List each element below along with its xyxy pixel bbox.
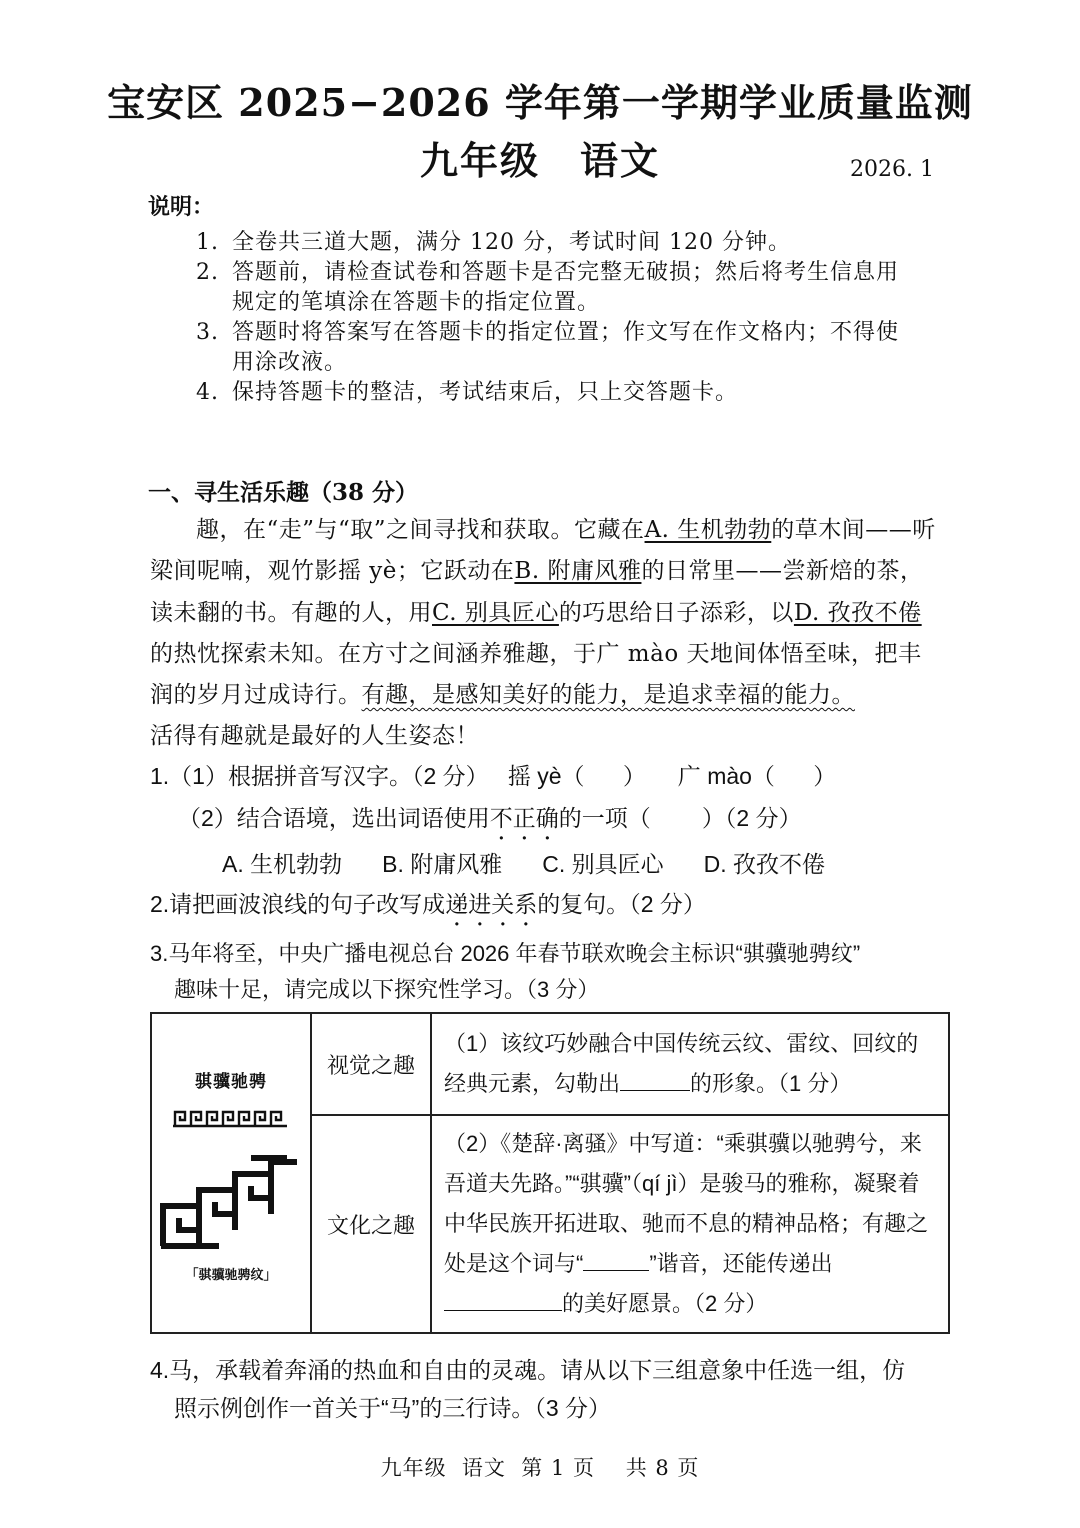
logo-cell	[151, 1013, 311, 1333]
page-footer: 九年级 语文 第 1 页 共 8 页	[380, 1456, 700, 1480]
note-item: 2. 答题前，请检查试卷和答题卡是否完整无破损；然后将考生信息用 规定的笔填涂在答题卡的指定位置。	[196, 260, 900, 315]
choice-b: B. 附庸风雅	[382, 851, 503, 877]
option-b-underlined: B. 附庸风雅	[514, 558, 642, 585]
choice-d: D. 孜孜不倦	[703, 851, 826, 877]
exam-title: 宝安区 2025−2026 学年第一学期学业质量监测	[107, 80, 973, 125]
row-text-culture: （2）《楚辞·离骚》中写道：“乘骐骥以驰骋兮，来吾道夫先路。”“骐骥”（qí jì）是骏马的雅称，凝聚着中华民族开拓进取、驰而不息的精神品格；有趣之处是这个词与“ ”谐音，还能传递出的美好愿景。（2 分）	[431, 1115, 949, 1333]
note-item: 4. 保持答题卡的整洁，考试结束后，只上交答题卡。	[196, 380, 739, 405]
question-3-line1: 3.马年将至，中央广播电视总台 2026 年春节联欢晚会主标识“骐骥驰骋纹”	[150, 941, 861, 966]
horse-pattern-icon	[159, 1154, 303, 1250]
wavy-sentence: 有趣，是感知美好的能力，是追求幸福的能力。	[361, 682, 855, 709]
section-title: 一、寻生活乐趣（38 分）	[148, 479, 419, 506]
option-a-underlined: A. 生机勃勃	[644, 517, 772, 543]
row-text-visual: （1）该纹巧妙融合中国传统云纹、雷纹、回纹的经典元素，勾勒出 的形象。（1 分）	[431, 1013, 949, 1115]
logo-title: 骐骥驰骋	[195, 1072, 267, 1091]
question-2: 2.请把画波浪线的句子改写成递进关系的复句。（2 分）	[150, 891, 706, 917]
logo-caption: 「骐骥驰骋纹」	[185, 1267, 277, 1282]
exam-date: 2026. 1	[850, 157, 934, 182]
question-4-line1: 4.马，承载着奔涌的热血和自由的灵魂。请从以下三组意象中任选一组，仿	[150, 1357, 906, 1383]
answer-blank[interactable]	[444, 1288, 562, 1311]
subject-label: 语文	[580, 138, 661, 183]
answer-blank[interactable]	[620, 1068, 690, 1091]
qiji-table	[150, 1012, 950, 1334]
option-c-underlined: C. 别具匠心	[432, 599, 559, 626]
row-label-visual: 视觉之趣	[311, 1013, 431, 1115]
row-label-culture: 文化之趣	[311, 1115, 431, 1333]
reading-passage: 趣，在“走”与“取”之间寻找和获取。它藏在A. 生机勃勃的草木间——听梁间呢喃，观竹影摇 yè；它跃动在B. 附庸风雅的日常里——尝新焙的茶，读未翻的书。有趣的人，用C. 别具匠心的巧思给日子添彩，以D. 孜孜不倦的热忱探索未知。在方寸之间涵养雅趣，于广 mào 天地间体悟至味，把丰润的岁月过成诗行。有趣，是感知美好的能力，是追求幸福的能力。 活得有趣就是最好的人生姿态！	[150, 517, 936, 750]
answer-blank[interactable]	[583, 1248, 649, 1271]
grade-label: 九年级	[419, 138, 540, 183]
choice-c: C. 别具匠心	[542, 851, 664, 877]
notes-label: 说明：	[148, 194, 215, 220]
question-3-line2: 趣味十足，请完成以下探究性学习。（3 分）	[174, 977, 600, 1002]
question-4-line2: 照示例创作一首关于“马”的三行诗。（3 分）	[174, 1395, 611, 1421]
question-1-1: 1.（1）根据拼音写汉字。（2 分） 摇 yè（ ） 广 mào（ ）	[150, 763, 837, 789]
question-1-options	[222, 846, 865, 879]
note-item: 1. 全卷共三道大题，满分 120 分，考试时间 120 分钟。	[196, 230, 791, 255]
fret-pattern-icon	[171, 1106, 291, 1130]
choice-a: A. 生机勃勃	[222, 851, 343, 877]
question-1-2: （2）结合语境，选出词语使用不正确的一项（ ）（2 分）	[178, 805, 802, 831]
note-item: 3. 答题时将答案写在答题卡的指定位置；作文写在作文格内；不得使 用涂改液。	[196, 320, 900, 375]
option-d-underlined: D. 孜孜不倦	[793, 599, 922, 626]
